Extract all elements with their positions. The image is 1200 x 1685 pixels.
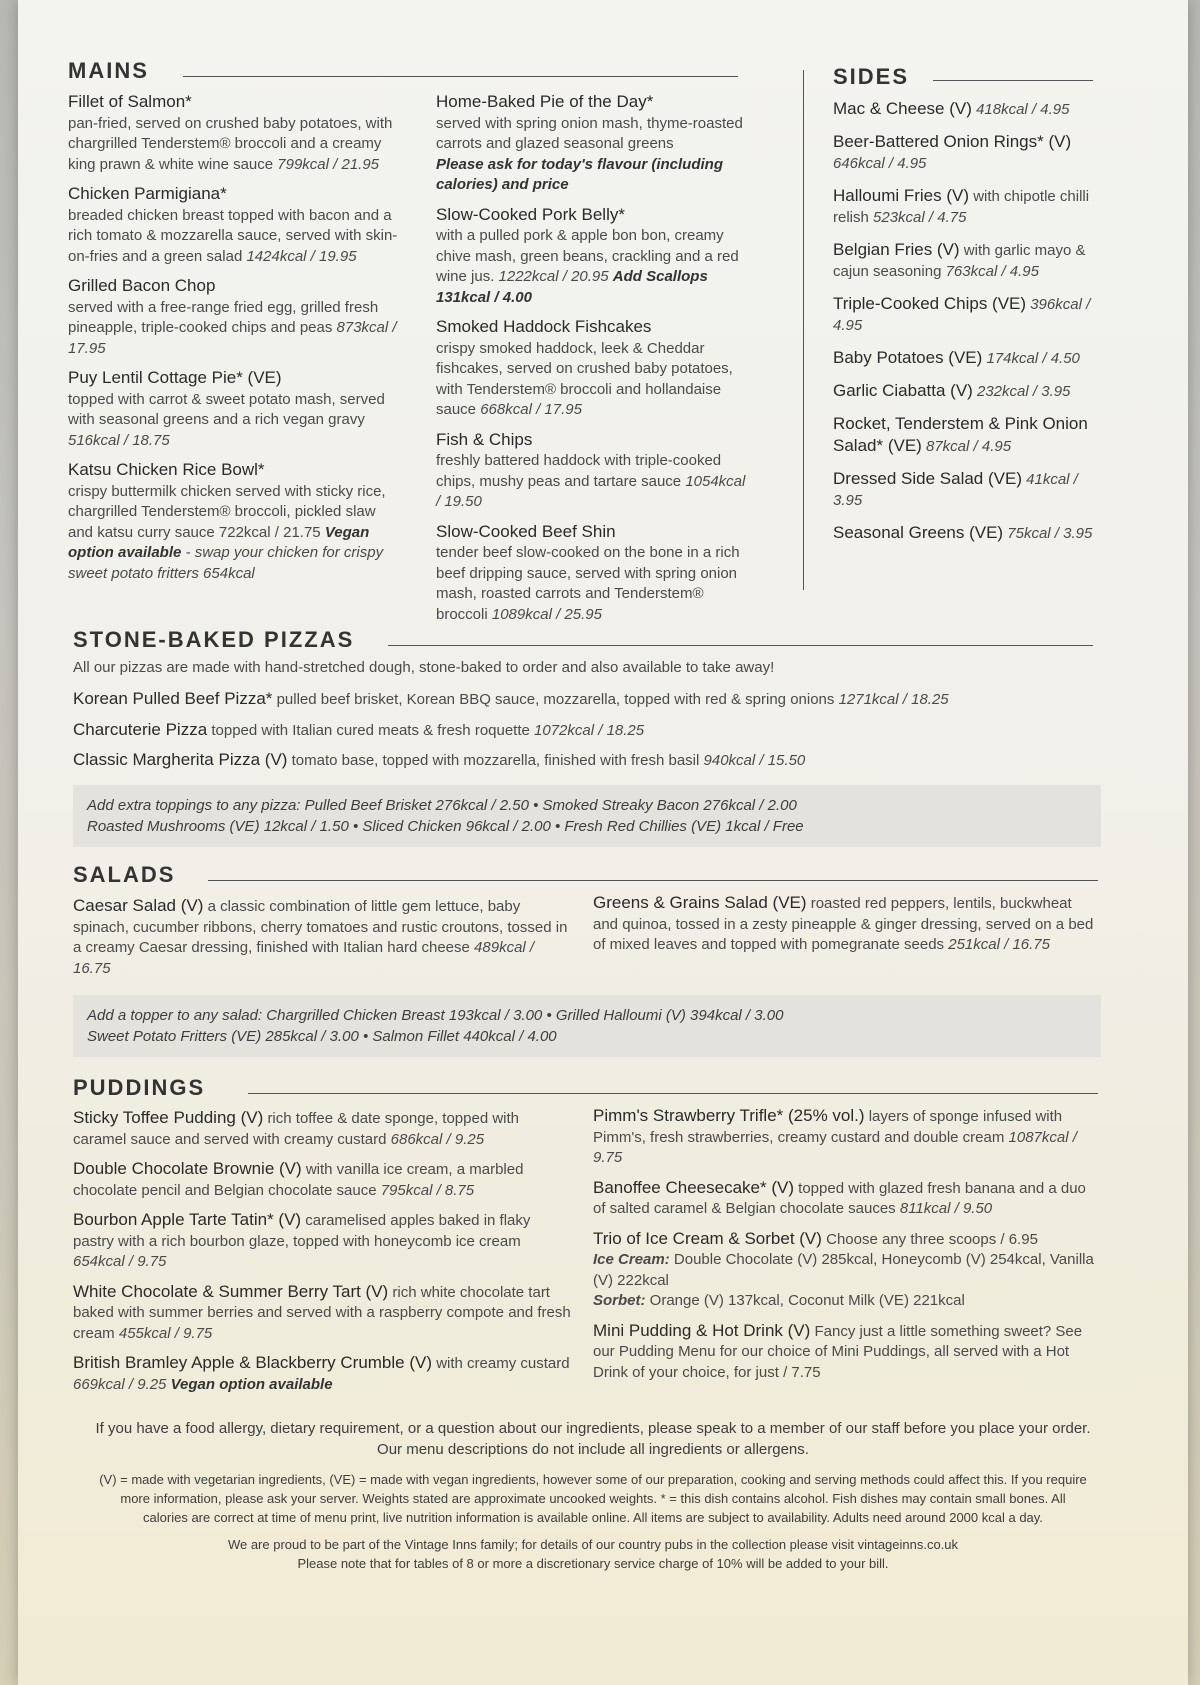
item-kcal: 251kcal / 16.75 [948,936,1050,953]
item-name: Classic Margherita Pizza (V) [73,750,288,769]
side-item [833,185,1103,228]
item-kcal: 232kcal / 3.95 [977,383,1071,400]
menu-item [73,1282,573,1345]
item-desc: rich toffee & date sponge, topped with caramel sauce and served with creamy custard [73,1110,520,1148]
pizza-item [73,689,949,709]
add-scallops-note: Add Scallops 131kcal / 4.00 [436,268,708,306]
vegan-option-detail: - swap your chicken for crispy sweet potato fritters 654kcal [68,544,384,582]
item-kcal: 418kcal / 4.95 [976,101,1070,118]
side-item [833,347,1103,369]
item-kcal: 396kcal / 4.95 [833,296,1091,334]
item-desc: with creamy custard [436,1355,570,1372]
item-name: Double Chocolate Brownie (V) [73,1159,302,1178]
salad-left [73,896,573,988]
item-name: Dressed Side Salad (VE) [833,469,1022,488]
mains-rule [183,76,738,77]
item-desc: tender beef slow-cooked on the bone in a rich beef dripping sauce, served with spring onion mash, roasted carrots and Tenderstem® broccoli [436,544,740,623]
pizza-item [73,750,805,770]
item-desc: topped with glazed fresh banana and a duo of salted caramel & Belgian chocolate sauces [593,1179,1086,1217]
menu-item [436,317,746,421]
extras-line-1: Chargrilled Chicken Breast 193kcal / 3.00 • Grilled Halloumi (V) 394kcal / 3.00 [266,1007,784,1024]
sorbet-list: Orange (V) 137kcal, Coconut Milk (VE) 221kcal [649,1292,965,1309]
menu-item [593,1178,1098,1220]
side-item [833,239,1103,282]
pizzas-heading: STONE-BAKED PIZZAS [73,627,355,652]
pizza-item [73,720,644,740]
menu-item [68,92,398,175]
item-desc: with a pulled pork & apple bon bon, creamy chive mash, green beans, crackling and a red wine jus. [436,227,739,285]
item-name: Sticky Toffee Pudding (V) [73,1108,264,1127]
item-desc: Choose any three scoops / 6.95 [826,1230,1038,1248]
item-name: Grilled Bacon Chop [68,276,216,295]
item-name: Triple-Cooked Chips (VE) [833,294,1027,313]
family-notice: We are proud to be part of the Vintage Inns family; for details of our country pubs in the collection please visit vintageinns.co.uk [227,1537,959,1552]
item-desc: freshly battered haddock with triple-cooked chips, mushy peas and tartare sauce [436,452,722,490]
menu-item [436,522,746,626]
extras-line-2: Roasted Mushrooms (VE) 12kcal / 1.50 • Sliced Chicken 96kcal / 2.00 • Fresh Red Chillies (VE) 1kcal / Free [87,818,804,835]
pizzas-rule [388,645,1093,646]
footer [88,1418,1098,1573]
item-name: Slow-Cooked Beef Shin [436,521,616,541]
item-desc: pan-fried, served on crushed baby potatoes, with chargrilled Tenderstem® broccoli and a creamy king prawn & white wine sauce [68,114,393,173]
item-name: Greens & Grains Salad (VE) [593,893,807,912]
puddings-rule [248,1093,1098,1094]
item-desc: crispy buttermilk chicken served with sticky rice, chargrilled Tenderstem® broccoli, pickled slaw and katsu curry sauce 722kcal / 21.75 [68,482,386,541]
item-name: Caesar Salad (V) [73,896,204,915]
item-kcal: 811kcal / 9.50 [899,1200,993,1217]
menu-item [436,92,746,196]
extras-line-1: Pulled Beef Brisket 276kcal / 2.50 • Smoked Streaky Bacon 276kcal / 2.00 [304,797,797,814]
menu-item [593,893,1098,956]
pizzas-intro: All our pizzas are made with hand-stretched dough, stone-baked to order and also available to take away! [73,659,775,676]
item-desc: layers of sponge infused with Pimm's, fresh strawberries, creamy custard and double cream [593,1108,1063,1146]
salads-rule [208,880,1098,881]
vegan-option-note: Vegan option available [170,1375,333,1393]
item-name: Mac & Cheese (V) [833,99,972,118]
item-kcal: 1424kcal / 19.95 [246,247,357,265]
item-name: Pimm's Strawberry Trifle* (25% vol.) [593,1106,865,1125]
menu-item [73,896,573,979]
item-kcal: 1222kcal / 20.95 [498,268,609,285]
item-kcal: 1054kcal / 19.50 [436,472,746,510]
sides-divider [803,70,804,590]
salads-heading: SALADS [73,862,176,887]
item-name: Fish & Chips [436,429,533,449]
item-kcal: 87kcal / 4.95 [926,438,1012,455]
menu-item [593,1229,1098,1312]
ice-cream-lead: Ice Cream: [593,1251,670,1268]
item-kcal: 763kcal / 4.95 [945,263,1039,280]
item-name: Halloumi Fries (V) [833,186,970,205]
item-name: Bourbon Apple Tarte Tatin* (V) [73,1210,302,1229]
menu-item [593,1321,1098,1384]
item-name: Seasonal Greens (VE) [833,523,1004,542]
sides-rule [933,80,1093,81]
item-kcal: 873kcal / 17.95 [68,319,397,357]
item-desc: roasted red peppers, lentils, buckwheat and quinoa, tossed in a zesty pineapple & ginger dressing, served on a bed of mixed leaves and topped with pomegranate seeds [593,895,1094,953]
extras-lead: Add a topper to any salad: [87,1007,263,1024]
menu-item [73,1159,573,1201]
menu-item [68,368,398,451]
item-name: Garlic Ciabatta (V) [833,381,973,400]
puddings-left [73,1108,573,1404]
side-item [833,380,1103,402]
allergy-notice: If you have a food allergy, dietary requirement, or a question about our ingredients, please speak to a member of our staff before you place your order. Our menu descriptions do not include all ingredients or allergens. [95,1420,1091,1458]
side-item [833,413,1103,457]
side-item [833,98,1103,120]
side-item [833,522,1103,544]
vegan-option-note: Vegan option available [68,523,370,561]
side-item [833,468,1103,511]
sides-heading: SIDES [833,64,910,89]
menu-item [73,1210,573,1273]
item-name: Baby Potatoes (VE) [833,348,983,367]
menu-item [436,205,746,309]
item-kcal: 795kcal / 8.75 [380,1181,475,1199]
extras-line-2: Sweet Potato Fritters (VE) 285kcal / 3.00 • Salmon Fillet 440kcal / 4.00 [87,1028,557,1045]
item-desc: a classic combination of little gem lettuce, baby spinach, cucumber ribbons, cherry tomatoes and rustic croutons, tossed in a creamy Caesar dressing, finished with Italian hard cheese [73,898,568,956]
item-kcal: 654kcal / 9.75 [73,1253,167,1270]
item-desc: pulled beef brisket, Korean BBQ sauce, mozzarella, topped with red & spring onions [276,691,835,708]
item-desc: rich white chocolate tart baked with summer berries and served with a raspberry compote and fresh cream [73,1283,571,1342]
item-desc: topped with carrot & sweet potato mash, served with seasonal greens and a rich vegan gravy [68,390,385,428]
menu-sheet [18,0,1188,1685]
item-kcal: 174kcal / 4.50 [986,350,1080,367]
item-name: Smoked Haddock Fishcakes [436,317,652,336]
menu-item [68,184,398,267]
ice-cream-list: Double Chocolate (V) 285kcal, Honeycomb (V) 254kcal, Vanilla (V) 222kcal [593,1251,1094,1289]
item-kcal: 940kcal / 15.50 [703,752,806,769]
service-charge-notice: Please note that for tables of 8 or more a discretionary service charge of 10% will be added to your bill. [297,1556,889,1571]
mains-column-1 [68,92,398,593]
salad-extras-box [73,995,1101,1057]
side-item [833,131,1103,174]
item-name: Belgian Fries (V) [833,240,960,259]
menu-item [73,1108,573,1150]
item-desc: Fancy just a little something sweet? See our Pudding Menu for our choice of Mini Puddings, all served with a Hot Drink of your choice, for just / 7.75 [593,1322,1083,1381]
item-name: Rocket, Tenderstem & Pink Onion Salad* (VE) [833,414,1088,455]
item-name: Mini Pudding & Hot Drink (V) [593,1320,811,1340]
item-kcal: 523kcal / 4.75 [873,209,967,226]
salad-right [593,893,1098,965]
item-kcal: 668kcal / 17.95 [480,401,582,418]
item-kcal: 1087kcal / 9.75 [593,1128,1077,1166]
item-kcal: 41kcal / 3.95 [833,471,1078,509]
item-name: Banoffee Cheesecake* (V) [593,1177,794,1197]
pie-flavour-note: Please ask for today's flavour (including calories) and price [436,155,723,193]
sides-column [833,98,1103,555]
item-name: Puy Lentil Cottage Pie* (VE) [68,368,282,387]
item-kcal: 686kcal / 9.25 [390,1130,485,1148]
item-kcal: 646kcal / 4.95 [833,155,927,172]
item-kcal: 669kcal / 9.25 [73,1375,167,1393]
menu-item [73,1353,573,1395]
item-name: White Chocolate & Summer Berry Tart (V) [73,1281,389,1301]
puddings-heading: PUDDINGS [73,1075,206,1100]
item-name: Katsu Chicken Rice Bowl* [68,460,265,479]
item-desc: served with spring onion mash, thyme-roasted carrots and glazed seasonal greens [436,114,743,152]
item-kcal: 75kcal / 3.95 [1007,525,1093,542]
item-name: Korean Pulled Beef Pizza* [73,689,273,708]
item-desc: with chipotle chilli relish [833,188,1090,226]
legal-notice: (V) = made with vegetarian ingredients, (VE) = made with vegan ingredients, however some of our preparation, cooking and serving methods could affect this. If you require more information, please ask your server. Weights stated are approximate uncooked weights. * = this dish contains alcohol. Fish dishes may contain small bones. All calories are correct at time of menu print, live nutrition information is available online. All items are subject to availability. Adults need around 2000 kcal a day. [99,1472,1087,1525]
puddings-right [593,1106,1098,1392]
mains-heading: MAINS [68,58,149,83]
item-name: Fillet of Salmon* [68,92,192,111]
item-desc: tomato base, topped with mozzarella, finished with fresh basil [291,752,700,769]
menu-item [593,1106,1098,1169]
menu-item [436,430,746,513]
item-name: Slow-Cooked Pork Belly* [436,204,625,224]
item-name: Home-Baked Pie of the Day* [436,92,654,111]
item-desc: served with a free-range fried egg, grilled fresh pineapple, triple-cooked chips and peas [68,298,379,336]
item-kcal: 799kcal / 21.95 [277,155,380,173]
item-name: Beer-Battered Onion Rings* (V) [833,132,1072,151]
item-name: Chicken Parmigiana* [68,184,227,203]
item-name: British Bramley Apple & Blackberry Crumble (V) [73,1353,433,1372]
item-name: Charcuterie Pizza [73,720,208,739]
item-desc: with vanilla ice cream, a marbled chocolate pencil and Belgian chocolate sauce [73,1161,524,1199]
item-name: Trio of Ice Cream & Sorbet (V) [593,1228,822,1248]
item-kcal: 489kcal / 16.75 [73,939,535,977]
pizza-extras-box [73,785,1101,847]
item-kcal: 1072kcal / 18.25 [534,722,645,739]
item-kcal: 1271kcal / 18.25 [838,691,949,708]
mains-column-2 [436,92,746,634]
menu-item [68,460,398,584]
item-kcal: 1089kcal / 25.95 [491,605,602,623]
side-item [833,293,1103,336]
menu-item [68,276,398,359]
extras-lead: Add extra toppings to any pizza: [87,797,301,814]
item-desc: caramelised apples baked in flaky pastry with a rich bourbon glaze, topped with honeycomb ice cream [73,1212,531,1250]
item-kcal: 455kcal / 9.75 [118,1324,213,1342]
item-desc: topped with Italian cured meats & fresh roquette [211,722,530,739]
sorbet-lead: Sorbet: [593,1292,646,1309]
item-kcal: 516kcal / 18.75 [68,431,170,449]
item-desc: crispy smoked haddock, leek & Cheddar fishcakes, served on crushed baby potatoes, with Tenderstem® broccoli and hollandaise sauce [436,339,733,418]
item-desc: with garlic mayo & cajun seasoning [833,242,1086,280]
item-desc: breaded chicken breast topped with bacon and a rich tomato & mozzarella sauce, served with skin-on-fries and a green salad [68,206,398,265]
